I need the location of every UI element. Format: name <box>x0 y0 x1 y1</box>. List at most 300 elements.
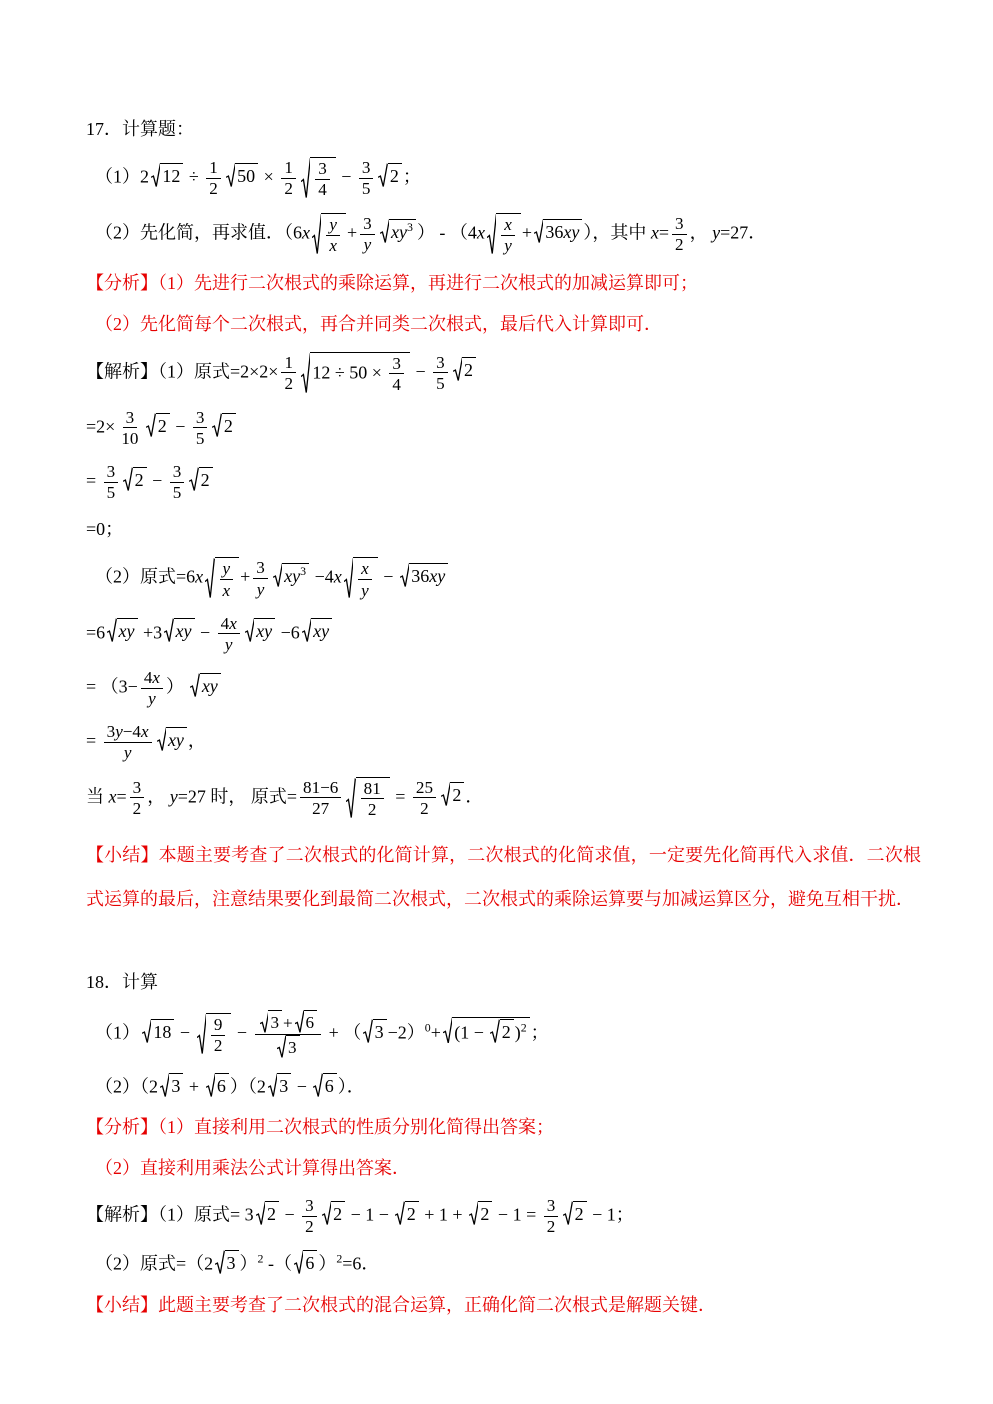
radical-sign-icon <box>260 1010 269 1033</box>
fraction-numerator <box>193 408 208 429</box>
radical-sign-icon <box>363 1019 372 1044</box>
text-run: 1 <box>284 158 293 177</box>
square-root <box>190 673 220 698</box>
fraction <box>300 778 341 818</box>
text-run: =6． <box>342 1253 380 1274</box>
fraction-numerator <box>218 614 240 635</box>
math-variable: x <box>329 236 337 256</box>
superscript: 2 <box>336 1251 343 1266</box>
square-root <box>268 1073 291 1098</box>
text-run: ) <box>514 1022 521 1043</box>
square-root <box>245 618 275 643</box>
text-run: 1 <box>209 158 218 177</box>
math-variable: y <box>256 579 265 599</box>
radical-sign-icon <box>146 413 155 438</box>
radical-sign-icon <box>107 618 116 643</box>
q18-part1 <box>86 1010 921 1059</box>
text-run: ） <box>165 676 189 697</box>
text-run: （2）先化简，再求值．（6 <box>95 222 302 243</box>
square-root <box>301 352 410 394</box>
text-run: 2 <box>406 1203 416 1224</box>
text-run: 5 <box>172 483 182 503</box>
radical-sign-icon <box>142 1019 151 1044</box>
text-run: 3 <box>270 1013 280 1032</box>
fraction-numerator <box>170 462 185 483</box>
q18-solution-1 <box>86 1196 921 1236</box>
text-run: 5 <box>436 373 445 393</box>
radical-sign-icon <box>453 357 462 382</box>
fraction-numerator <box>300 778 341 799</box>
text-run: 5 <box>106 483 116 503</box>
q17-analysis-2 <box>86 311 921 338</box>
fraction-denominator <box>361 235 375 255</box>
superscript: 0 <box>424 1020 431 1035</box>
math-variable: xy <box>313 621 330 642</box>
square-root <box>378 163 401 188</box>
text-run: 5 <box>361 179 371 199</box>
radical-sign-icon <box>190 673 199 698</box>
fraction-numerator <box>123 408 138 429</box>
math-variable: x <box>504 215 512 235</box>
text-run: 3 <box>132 777 142 797</box>
radicand <box>573 1201 587 1226</box>
text-run: −4 <box>122 722 141 742</box>
square-root <box>151 163 183 188</box>
superscript: 2 <box>520 1020 527 1035</box>
fraction <box>672 214 687 254</box>
text-run: 6 <box>216 1075 226 1096</box>
text-run: 2 <box>200 469 210 490</box>
math-variable: x <box>229 613 237 633</box>
text-run: 2 <box>267 1203 277 1224</box>
text-run: ）． <box>337 1076 365 1097</box>
radicand <box>156 413 170 438</box>
math-variable: xy <box>167 730 184 751</box>
text-run: 3 <box>125 407 135 427</box>
radical-sign-icon <box>295 1010 304 1033</box>
fraction-denominator <box>130 798 145 818</box>
square-root <box>256 1201 279 1226</box>
text-run: + （ <box>324 1022 362 1043</box>
text-run: 4 <box>220 613 230 633</box>
fraction <box>359 158 374 198</box>
math-variable: x <box>650 222 659 243</box>
radicand <box>405 1201 419 1226</box>
radical-sign-icon <box>469 1201 478 1226</box>
text-run: 18．计算 <box>86 972 158 992</box>
radical-sign-icon <box>534 219 543 244</box>
text-run: 4 <box>318 180 327 200</box>
text-run: + <box>283 1013 293 1033</box>
fraction-denominator <box>501 236 515 256</box>
math-variable: xy <box>201 675 218 696</box>
fraction-denominator <box>433 373 448 393</box>
radical-sign-icon <box>256 1201 265 1226</box>
radical-sign-icon <box>378 163 387 188</box>
text-run: ÷ <box>184 166 204 187</box>
fraction <box>170 462 185 502</box>
square-root <box>487 213 521 255</box>
text-run: 2 <box>305 1217 314 1237</box>
fraction-numerator <box>211 1015 226 1036</box>
text-run: 【分析】（1）直接利用二次根式的性质分别化简得出答案； <box>86 1117 554 1138</box>
math-variable: x <box>333 566 342 587</box>
text-run: ） <box>239 1253 258 1274</box>
fraction-numerator <box>281 158 296 179</box>
text-run: − <box>232 1022 252 1043</box>
text-run: 3 <box>195 407 205 427</box>
radicand <box>478 1201 492 1226</box>
square-root <box>441 782 464 807</box>
q17-title <box>86 116 921 143</box>
q18-title <box>86 969 921 996</box>
square-root <box>400 563 448 588</box>
math-variable: y <box>148 689 156 709</box>
text-run: + <box>346 222 358 243</box>
radicand <box>200 673 221 698</box>
radical-sign-icon <box>395 1201 404 1226</box>
fraction-denominator <box>211 1036 226 1056</box>
square-root <box>469 1201 492 1226</box>
math-variable: xy <box>284 566 301 587</box>
radical-sign-icon <box>206 1073 215 1098</box>
radicand <box>500 1019 514 1044</box>
fraction <box>104 462 119 502</box>
square-root <box>260 1010 282 1033</box>
math-variable: y <box>224 634 233 654</box>
fraction-denominator <box>170 483 185 503</box>
text-run: 3 <box>675 214 684 234</box>
text-run: 2 <box>420 798 429 818</box>
text-run: ） <box>318 1253 337 1274</box>
radicand <box>303 1250 317 1275</box>
radical-sign-icon <box>294 1250 303 1275</box>
fraction-denominator <box>358 580 372 600</box>
text-run: 3 <box>288 1038 297 1058</box>
text-run: + <box>184 1076 204 1097</box>
text-run: 25 <box>415 777 433 797</box>
text-run: 2 <box>464 360 474 381</box>
text-run: 3 <box>106 722 116 742</box>
radicand <box>356 777 390 819</box>
fraction-numerator <box>255 1010 322 1035</box>
text-run: 4 <box>143 667 153 687</box>
radical-sign-icon <box>197 1013 206 1055</box>
text-run: + <box>521 222 533 243</box>
fraction-numerator <box>104 722 152 743</box>
square-root <box>197 1013 232 1055</box>
square-root <box>302 618 332 643</box>
text-run: （2）（2 <box>95 1076 158 1097</box>
fraction <box>358 559 372 599</box>
text-run: = （3− <box>86 676 138 697</box>
text-run: 2 <box>389 165 399 186</box>
radicand <box>450 782 464 807</box>
fraction <box>501 215 515 255</box>
text-run: 3 <box>171 1075 181 1096</box>
text-run: -（ <box>263 1253 292 1274</box>
fraction <box>211 1015 226 1055</box>
radical-sign-icon <box>322 1201 331 1226</box>
math-variable: y <box>712 222 721 243</box>
text-run: − 1； <box>587 1204 634 1225</box>
fraction-numerator <box>358 559 372 580</box>
q17-part1 <box>86 157 921 199</box>
text-run: 【小结】本题主要考查了二次根式的化简计算，二次根式的化简求值，一定要先化简再代入求值．二次根式运算的最后，注意结果要化到最简二次根式，二次根式的乘除运算要与加减运算区分，避免互相干扰． <box>86 844 921 909</box>
text-run: 6 <box>324 1075 334 1096</box>
radicand <box>199 467 213 492</box>
text-run: 12 ÷ 50 × <box>312 361 387 382</box>
text-run: 2 <box>675 235 684 255</box>
radicand <box>496 213 521 255</box>
square-root <box>294 1250 317 1275</box>
radical-sign-icon <box>380 219 389 244</box>
radicand <box>310 352 410 394</box>
text-run: 2 <box>157 415 167 436</box>
radicand <box>254 618 275 643</box>
text-run: 3 <box>106 462 116 482</box>
square-root <box>273 563 309 588</box>
superscript: 3 <box>407 220 413 235</box>
radical-sign-icon <box>189 467 198 492</box>
text-run: 9 <box>213 1015 223 1035</box>
radical-sign-icon <box>212 413 221 438</box>
text-run: 18 <box>153 1022 172 1043</box>
fraction-numerator <box>220 559 234 580</box>
q17-solution-step2 <box>86 408 921 448</box>
text-run: −6 <box>276 621 300 642</box>
radicand <box>225 1250 239 1275</box>
fraction-numerator <box>104 462 119 483</box>
text-run: − 1 = <box>493 1204 541 1225</box>
q17-analysis-1 <box>86 270 921 297</box>
text-run: 17．计算题： <box>86 119 194 139</box>
text-run: 36 <box>411 566 430 587</box>
radicand <box>166 727 187 752</box>
text-run: 2 <box>223 415 233 436</box>
text-run: = <box>116 785 127 806</box>
math-variable: x <box>302 222 310 243</box>
text-run: （2）先化简每个二次根式，再合并同类二次根式，最后代入计算即可． <box>95 313 662 334</box>
text-run: ） - （4 <box>416 222 477 243</box>
math-variable: xy <box>118 621 135 642</box>
fraction-numerator <box>281 353 296 374</box>
text-run: 3 <box>374 1022 384 1043</box>
text-run: 2 <box>501 1021 511 1042</box>
square-root <box>146 413 169 438</box>
text-run: = <box>86 730 101 751</box>
fraction <box>206 158 221 198</box>
fraction-denominator <box>121 743 135 763</box>
fraction-numerator <box>433 353 448 374</box>
text-run: 2 <box>284 373 294 393</box>
fraction-numerator <box>206 158 221 179</box>
text-run: 当 <box>86 785 109 806</box>
fraction-denominator <box>302 1217 317 1237</box>
radicand <box>543 219 582 244</box>
text-run: 3 <box>392 353 401 373</box>
fraction <box>141 668 163 708</box>
fraction-numerator <box>315 159 330 180</box>
radicand <box>222 413 236 438</box>
fraction-numerator <box>361 779 384 800</box>
fraction-denominator <box>309 798 332 818</box>
q17-solution-step4 <box>86 516 921 543</box>
radical-sign-icon <box>157 727 166 752</box>
radicand <box>151 1019 174 1044</box>
math-variable: xy <box>256 621 273 642</box>
text-run: ； <box>402 166 421 187</box>
radical-sign-icon <box>205 557 214 599</box>
fraction-numerator <box>141 668 163 689</box>
radical-sign-icon <box>487 213 496 255</box>
radical-sign-icon <box>441 782 450 807</box>
math-variable: x <box>476 222 485 243</box>
q18-solution-2 <box>86 1250 921 1277</box>
radical-sign-icon <box>490 1019 499 1044</box>
radical-sign-icon <box>302 618 311 643</box>
fraction-numerator <box>544 1196 559 1217</box>
text-run: × <box>259 166 279 187</box>
fraction <box>220 559 234 599</box>
text-run: ， <box>187 730 206 751</box>
text-run: 2 <box>333 1203 343 1224</box>
text-run: −4 <box>310 566 334 587</box>
radicand <box>452 1017 529 1044</box>
text-run: 2 <box>452 785 462 806</box>
fraction-numerator <box>413 778 436 799</box>
text-run: 3 <box>172 462 182 482</box>
square-root <box>226 163 258 188</box>
square-root <box>395 1201 418 1226</box>
text-run: 3 <box>256 558 265 578</box>
square-root <box>344 557 378 599</box>
radical-sign-icon <box>346 777 355 819</box>
square-root <box>277 1035 299 1058</box>
fraction <box>255 1010 322 1059</box>
square-root <box>443 1017 530 1044</box>
text-run: 36 <box>545 222 564 243</box>
square-root <box>142 1019 174 1044</box>
text-run: （2）直接利用乘法公式计算得出答案． <box>95 1158 410 1179</box>
math-variable: x <box>361 559 369 579</box>
radicand <box>174 618 195 643</box>
text-run: 81 <box>363 778 381 798</box>
fraction-denominator <box>672 235 687 255</box>
radicand <box>268 1010 282 1033</box>
text-run: 6 <box>305 1253 315 1274</box>
fraction-denominator <box>315 180 330 200</box>
math-variable: y <box>361 580 369 600</box>
radicand <box>321 213 346 255</box>
square-root <box>212 413 235 438</box>
text-run: − <box>336 166 356 187</box>
fraction-denominator <box>272 1035 303 1059</box>
text-run: − <box>410 360 431 381</box>
text-run: 3 <box>226 1253 236 1274</box>
fraction <box>118 408 141 448</box>
fraction-denominator <box>206 179 221 199</box>
square-root <box>123 467 146 492</box>
text-run: 27 <box>312 798 330 818</box>
fraction-numerator <box>672 214 687 235</box>
q17-solution2-step2 <box>86 614 921 654</box>
text-run: ． <box>465 785 484 806</box>
square-root <box>312 213 346 255</box>
fraction-numerator <box>253 558 268 579</box>
radical-sign-icon <box>273 563 282 588</box>
text-run: 1 <box>284 352 294 372</box>
fraction-numerator <box>360 214 375 235</box>
text-run: 3 <box>361 158 371 177</box>
square-root <box>322 1201 345 1226</box>
fraction-denominator <box>281 179 296 199</box>
radicand <box>388 163 402 188</box>
text-run: 3 <box>436 352 445 372</box>
radical-sign-icon <box>400 563 409 588</box>
radicand <box>286 1035 300 1058</box>
fraction-denominator <box>281 373 296 393</box>
text-run: 10 <box>121 428 139 448</box>
text-run: （2）原式=（2 <box>95 1253 214 1274</box>
q17-part2 <box>86 213 921 255</box>
text-run: ； <box>530 1022 549 1043</box>
square-root <box>453 357 476 382</box>
fraction <box>253 558 268 598</box>
math-variable: xy <box>429 566 446 587</box>
radical-sign-icon <box>215 1250 224 1275</box>
fraction-denominator <box>365 799 380 819</box>
text-run: 2 <box>367 799 377 819</box>
q17-summary <box>86 833 921 921</box>
text-run: 2 <box>213 1036 223 1056</box>
math-variable: y <box>504 236 512 256</box>
text-run: 2 <box>132 798 142 818</box>
radical-sign-icon <box>160 1073 169 1098</box>
fraction <box>193 408 208 448</box>
radicand <box>215 557 240 599</box>
text-run: 3 <box>546 1196 556 1216</box>
text-run: （1）2 <box>95 166 149 187</box>
fraction <box>218 614 240 654</box>
fraction-denominator <box>389 374 404 394</box>
q17-solution-step3 <box>86 462 921 502</box>
fraction <box>389 354 404 394</box>
square-root <box>490 1019 513 1044</box>
radicand <box>373 1019 387 1044</box>
q18-analysis-2 <box>86 1155 921 1182</box>
fraction <box>544 1196 559 1236</box>
text-run: − <box>175 1022 195 1043</box>
radicand <box>265 1201 279 1226</box>
fraction-denominator <box>118 428 141 448</box>
square-root <box>215 1250 238 1275</box>
text-run: 2 <box>134 469 144 490</box>
math-variable: y <box>222 559 231 579</box>
radical-sign-icon <box>313 1073 322 1098</box>
square-root <box>563 1201 586 1226</box>
fraction-numerator <box>359 158 374 179</box>
fraction-denominator <box>254 579 268 599</box>
radical-sign-icon <box>563 1201 572 1226</box>
square-root <box>205 557 239 599</box>
text-run: 【分析】（1）先进行二次根式的乘除运算，再进行二次根式的加减运算即可； <box>86 272 698 293</box>
text-run: −2） <box>387 1022 425 1043</box>
superscript: 2 <box>257 1251 264 1266</box>
text-run: 4 <box>392 374 401 394</box>
text-run: 81−6 <box>303 777 339 797</box>
text-run: （1） <box>95 1022 140 1043</box>
